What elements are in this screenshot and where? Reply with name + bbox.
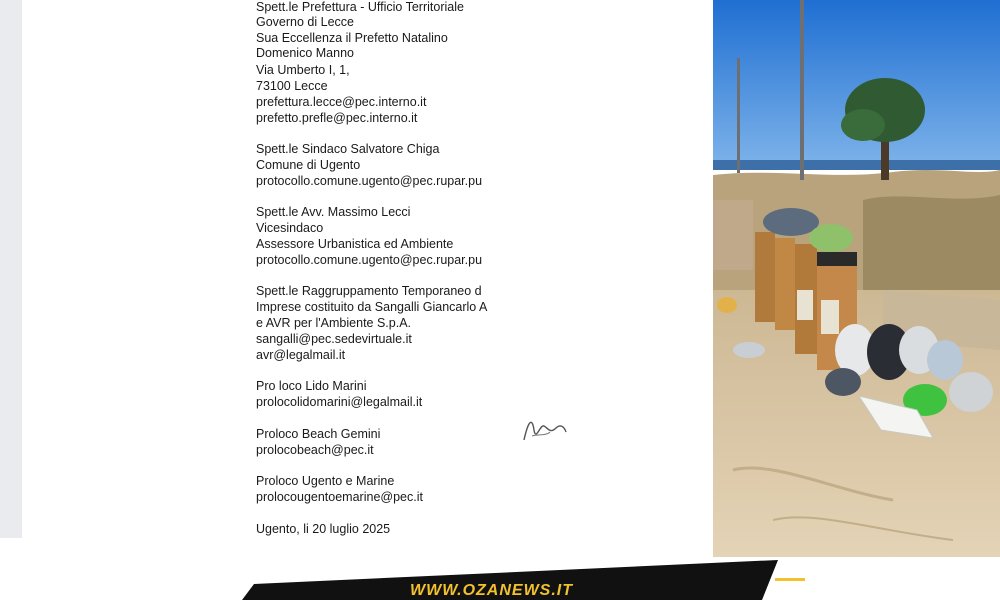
recipient-line: Imprese costituito da Sangalli Giancarlo A: [256, 300, 488, 314]
page-margin: [0, 0, 22, 538]
recipient-line: Assessore Urbanistica ed Ambiente: [256, 237, 454, 251]
site-url[interactable]: WWW.OZANEWS.IT: [410, 582, 573, 599]
recipient-line: avr@legalmail.it: [256, 348, 346, 362]
recipient-line: Vicesindaco: [256, 221, 324, 235]
recipient-line: Proloco Beach Gemini: [256, 427, 381, 441]
recipient-line: Comune di Ugento: [256, 158, 361, 172]
recipient-line: prefettura.lecce@pec.interno.it: [256, 95, 427, 109]
recipient-line: prolocolidomarini@legalmail.it: [256, 395, 423, 409]
recipient-line: 73100 Lecce: [256, 79, 328, 93]
recipient-line: Spett.le Raggruppamento Temporaneo d: [256, 284, 482, 298]
recipient-line: Sua Eccellenza il Prefetto Natalino: [256, 31, 448, 45]
recipient-line: Domenico Manno: [256, 46, 354, 60]
recipient-line: Pro loco Lido Marini: [256, 379, 367, 393]
recipient-line: Proloco Ugento e Marine: [256, 474, 395, 488]
recipient-line: e AVR per l'Ambiente S.p.A.: [256, 316, 412, 330]
beach-litter-photo: [713, 0, 1000, 557]
recipient-line: prolocobeach@pec.it: [256, 443, 374, 457]
letter-date: Ugento, li 20 luglio 2025: [256, 522, 391, 536]
recipient-line: Governo di Lecce: [256, 15, 354, 29]
recipient-line: Spett.le Prefettura - Ufficio Territoriale: [256, 0, 464, 14]
recipient-line: sangalli@pec.sedevirtuale.it: [256, 332, 412, 346]
recipient-line: Spett.le Avv. Massimo Lecci: [256, 205, 411, 219]
recipient-line: Spett.le Sindaco Salvatore Chiga: [256, 142, 440, 156]
recipient-line: Via Umberto I, 1,: [256, 63, 350, 77]
recipient-line: protocollo.comune.ugento@pec.rupar.pu: [256, 253, 483, 267]
recipient-line: prolocougentoemarine@pec.it: [256, 490, 423, 504]
handwritten-signature: [520, 412, 570, 446]
recipient-line: prefetto.prefle@pec.interno.it: [256, 111, 418, 125]
recipient-line: protocollo.comune.ugento@pec.rupar.pu: [256, 174, 483, 188]
banner-accent-line: [775, 578, 805, 581]
